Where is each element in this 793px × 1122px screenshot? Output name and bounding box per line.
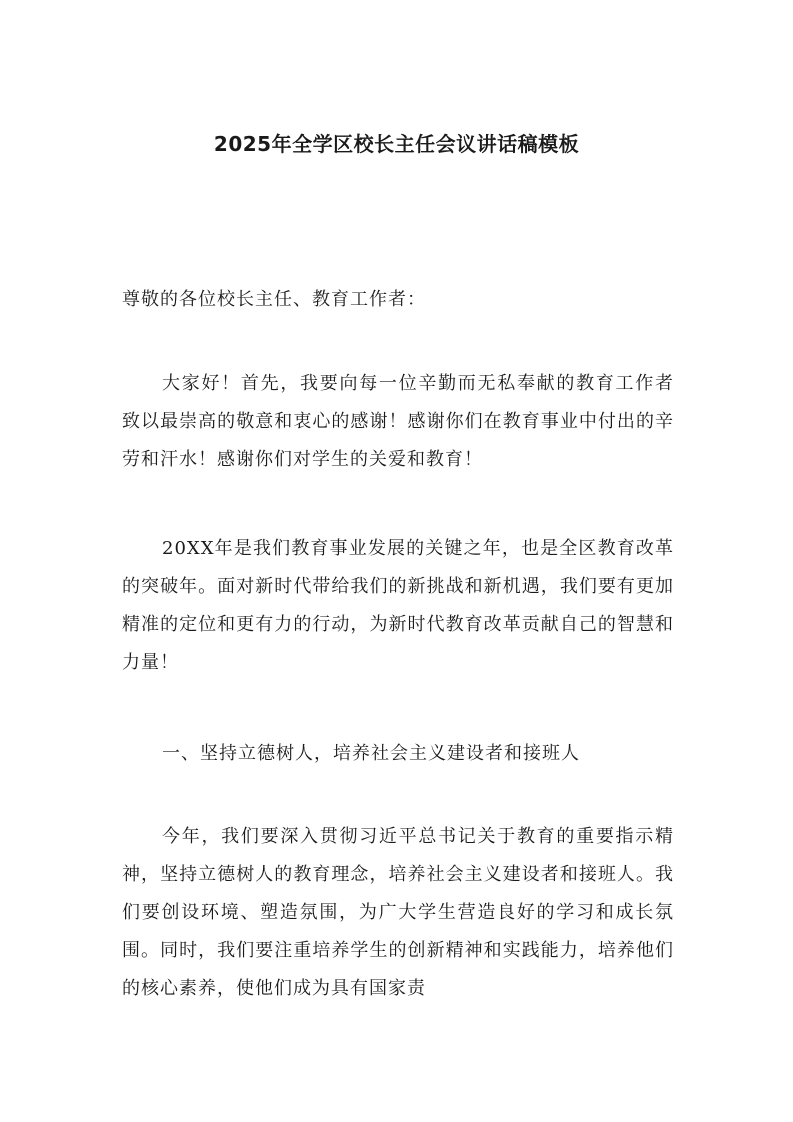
section-paragraph: 今年，我们要深入贯彻习近平总书记关于教育的重要指示精神，坚持立德树人的教育理念，培养社会主义建设者和接班人。我们要创设环境、塑造氛围，为广大学生营造良好的学习和成长氛围。同时，我们要注重培养学生的创新精神和实践能力，培养他们的核心素养，使他们成为具有国家责 bbox=[122, 826, 674, 999]
salutation: 尊敬的各位校长主任、教育工作者： bbox=[122, 289, 426, 310]
paragraph-year-overview: 20XX年是我们教育事业发展的关键之年，也是全区教育改革的突破年。面对新时代带给我们的新挑战和新机遇，我们要有更加精准的定位和更有力的行动，为新时代教育改革贡献自己的智慧和力量！ bbox=[122, 538, 674, 673]
section-heading: 一、坚持立德树人，培养社会主义建设者和接班人 bbox=[162, 743, 580, 764]
paragraph-greeting: 大家好！首先，我要向每一位辛勤而无私奉献的教育工作者致以最崇高的敬意和衷心的感谢！感谢你们在教育事业中付出的辛劳和汗水！感谢你们对学生的关爱和教育！ bbox=[122, 373, 674, 470]
document-title: 2025年全学区校长主任会议讲话稿模板 bbox=[213, 132, 580, 156]
